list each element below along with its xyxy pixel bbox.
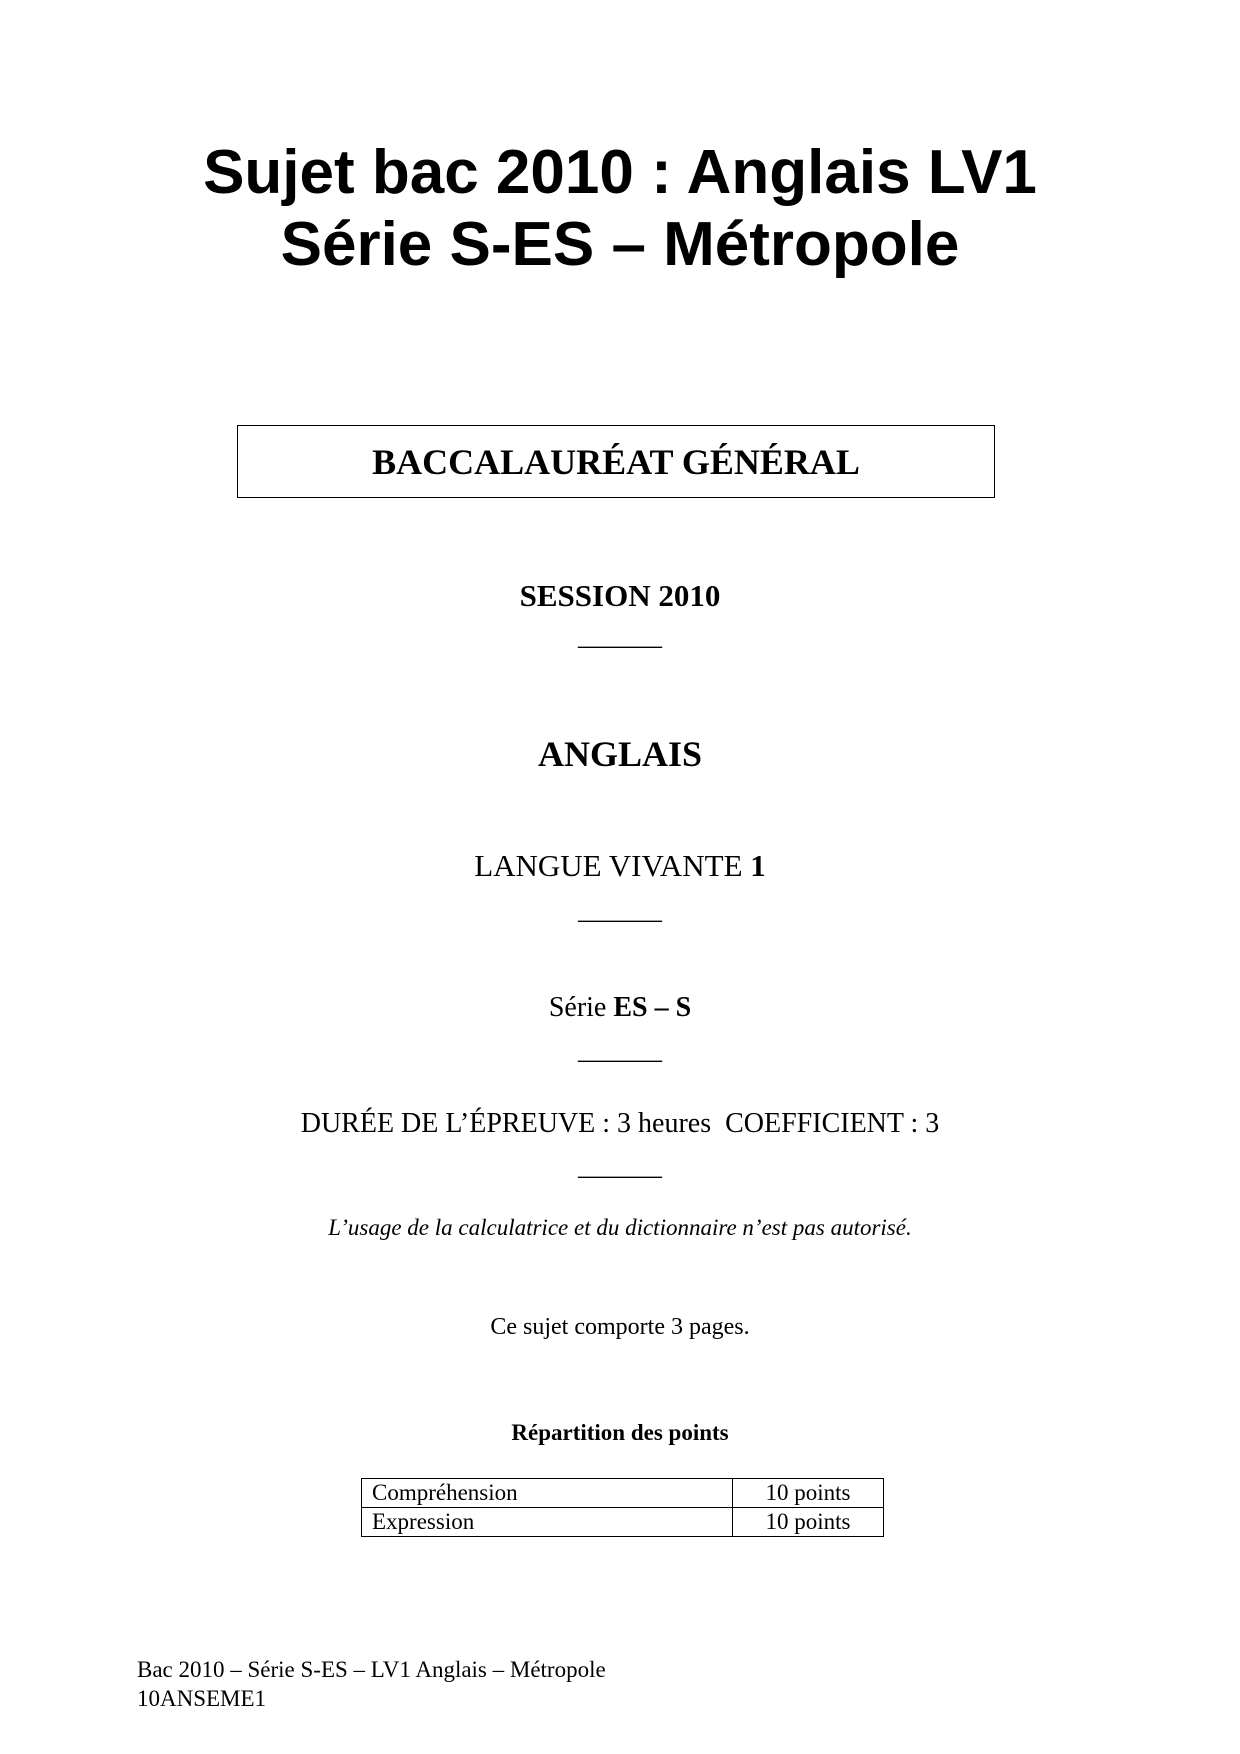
separator-1: ——— bbox=[578, 630, 662, 661]
page-footer bbox=[137, 1655, 606, 1713]
serie-value: ES – S bbox=[613, 992, 692, 1023]
serie-label bbox=[0, 992, 1240, 1024]
baccalaureat-box: BACCALAURÉAT GÉNÉRAL bbox=[237, 425, 995, 498]
usage-note: L’usage de la calculatrice et du dictionnaire n’est pas autorisé. bbox=[328, 1215, 912, 1240]
duree-coefficient-label: DURÉE DE L’ÉPREUVE : 3 heures COEFFICIENT : 3 bbox=[300, 1108, 940, 1139]
table-row bbox=[362, 1508, 884, 1537]
langue-vivante-label bbox=[0, 848, 1240, 884]
separator-3: ——— bbox=[578, 1044, 662, 1075]
points-table bbox=[361, 1478, 884, 1537]
session-label: SESSION 2010 bbox=[519, 578, 721, 613]
page-title-line-1: Sujet bac 2010 : Anglais LV1 bbox=[203, 138, 1037, 207]
footer-line-1: Bac 2010 – Série S-ES – LV1 Anglais – Métropole bbox=[137, 1657, 606, 1682]
page-title-line-2: Série S-ES – Métropole bbox=[280, 210, 960, 279]
langue-prefix: LANGUE VIVANTE bbox=[474, 848, 751, 883]
points-value: 10 points bbox=[733, 1479, 884, 1508]
subject-label: ANGLAIS bbox=[537, 734, 703, 774]
points-label: Expression bbox=[362, 1508, 733, 1537]
pages-note: Ce sujet comporte 3 pages. bbox=[490, 1314, 750, 1340]
table-row bbox=[362, 1479, 884, 1508]
points-label: Compréhension bbox=[362, 1479, 733, 1508]
footer-line-2: 10ANSEME1 bbox=[137, 1686, 267, 1711]
separator-4: ——— bbox=[578, 1160, 662, 1191]
serie-prefix: Série bbox=[548, 992, 614, 1023]
points-value: 10 points bbox=[733, 1508, 884, 1537]
points-heading: Répartition des points bbox=[511, 1420, 729, 1445]
langue-number: 1 bbox=[750, 848, 766, 883]
separator-2: ——— bbox=[578, 904, 662, 935]
